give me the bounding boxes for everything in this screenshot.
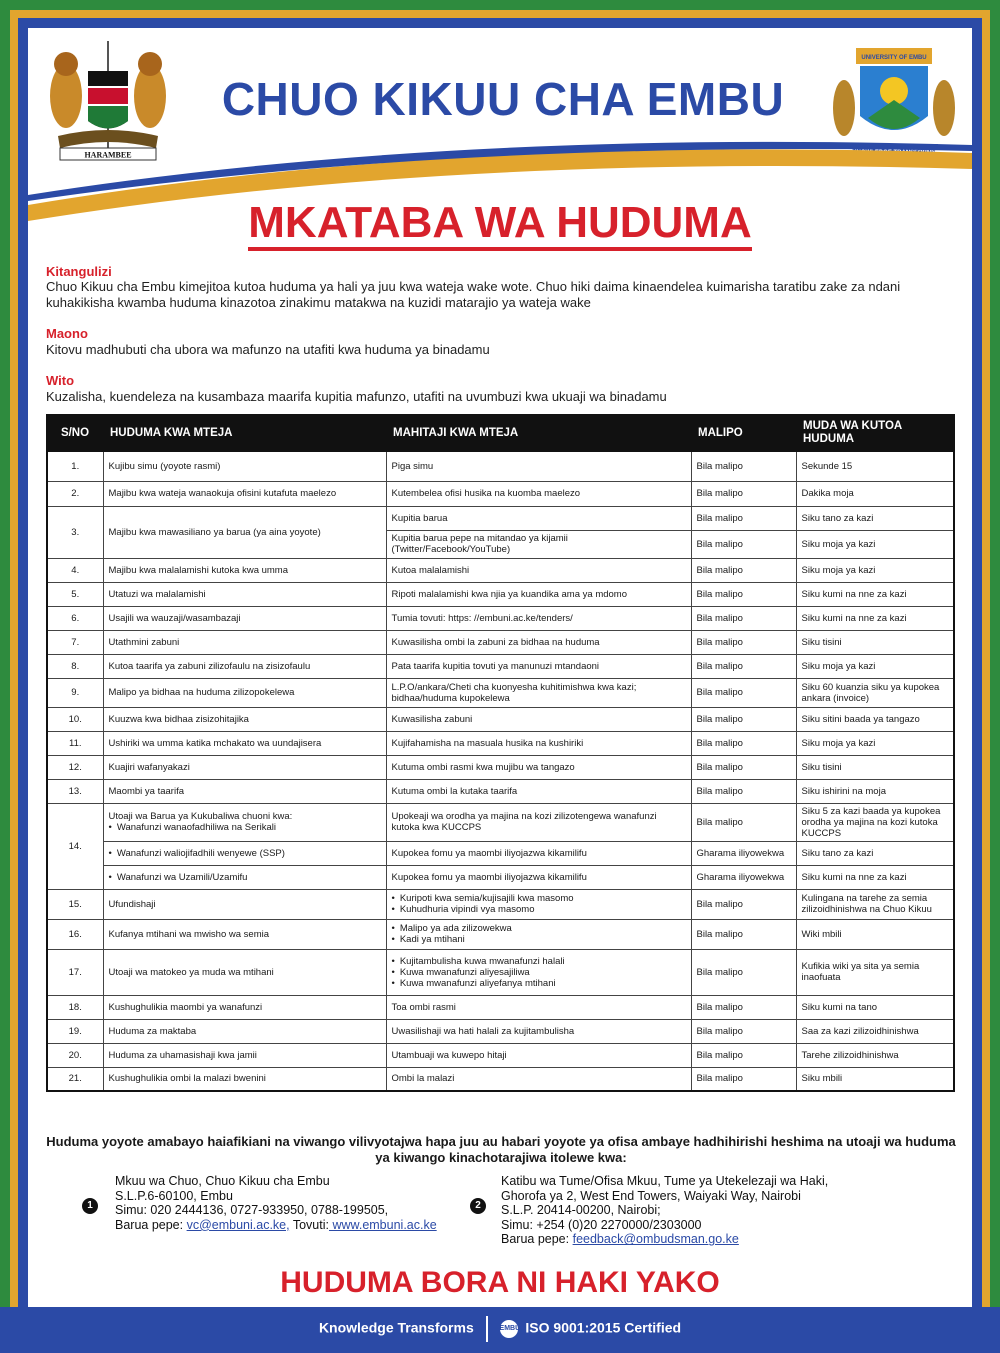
- cell-timeline: Siku moja ya kazi: [796, 654, 954, 678]
- cell-sno: 4.: [47, 558, 103, 582]
- cell-requirement: Kutuma ombi rasmi kwa mujibu wa tangazo: [386, 755, 691, 779]
- cell-sno: 7.: [47, 630, 103, 654]
- service-charter-table: [46, 414, 955, 1092]
- cell-sno: 18.: [47, 995, 103, 1019]
- cell-sno: 10.: [47, 707, 103, 731]
- cell-requirement: Ripoti malalamishi kwa njia ya kuandika ama ya mdomo: [386, 582, 691, 606]
- cell-requirement: Utambuaji wa kuwepo hitaji: [386, 1043, 691, 1067]
- contact-line: S.L.P.6-60100, Embu: [115, 1188, 233, 1203]
- intro-heading: Kitangulizi: [46, 264, 112, 279]
- cell-sno: 3.: [47, 506, 103, 558]
- cell-requirement: Toa ombi rasmi: [386, 995, 691, 1019]
- cell-cost: Bila malipo: [691, 558, 796, 582]
- cell-sno: 1.: [47, 451, 103, 481]
- ombudsman-email-link[interactable]: feedback@ombudsman.go.ke: [572, 1232, 739, 1247]
- svg-text:UNIVERSITY OF EMBU: UNIVERSITY OF EMBU: [861, 55, 927, 61]
- cell-service: Kuuzwa kwa bidhaa zisizohitajika: [103, 707, 386, 731]
- contact-line: Ghorofa ya 2, West End Towers, Waiyaki Way, Nairobi: [501, 1188, 801, 1203]
- cell-cost: Bila malipo: [691, 919, 796, 949]
- contact-line: [501, 1232, 941, 1247]
- footer-divider: [486, 1316, 488, 1342]
- cell-timeline: Siku tano za kazi: [796, 506, 954, 530]
- cell-sno: 16.: [47, 919, 103, 949]
- cell-timeline: Siku kumi na nne za kazi: [796, 606, 954, 630]
- cell-timeline: Siku tano za kazi: [796, 841, 954, 865]
- cell-service: Malipo ya bidhaa na huduma zilizopokelewa: [103, 678, 386, 707]
- cell-cost: Bila malipo: [691, 506, 796, 530]
- cell-requirement: [386, 889, 691, 919]
- cell-requirement: Uwasilishaji wa hati halali za kujitambulisha: [386, 1019, 691, 1043]
- table-row: [47, 803, 954, 841]
- table-row: [47, 889, 954, 919]
- footer-iso-certification: ISO 9001:2015 Certified: [525, 1319, 682, 1336]
- cell-requirement: Pata taarifa kupitia tovuti ya manunuzi mtandaoni: [386, 654, 691, 678]
- bullet-item: • Kuwa mwanafunzi aliyefanya mtihani: [392, 978, 686, 989]
- admission-lead: Utoaji wa Barua ya Kukubaliwa chuoni kwa:: [108, 811, 293, 822]
- cell-cost: Bila malipo: [691, 1019, 796, 1043]
- table-row: [47, 1043, 954, 1067]
- cell-sno: 12.: [47, 755, 103, 779]
- mission-heading: Wito: [46, 373, 75, 388]
- cell-cost: Bila malipo: [691, 889, 796, 919]
- cell-timeline: Siku mbili: [796, 1067, 954, 1091]
- contact-number-badge: 1: [82, 1198, 98, 1214]
- cell-cost: Bila malipo: [691, 995, 796, 1019]
- cell-timeline: Kulingana na tarehe za semia zilizoidhinishwa na Chuo Kikuu: [796, 889, 954, 919]
- cell-requirement: Kuwasilisha zabuni: [386, 707, 691, 731]
- cell-service: [103, 841, 386, 865]
- vision-heading: Maono: [46, 326, 88, 341]
- cell-cost: Bila malipo: [691, 481, 796, 506]
- cell-sno: 13.: [47, 779, 103, 803]
- cell-cost: Bila malipo: [691, 1043, 796, 1067]
- bullet-item: • Kuwa mwanafunzi aliyesajiliwa: [392, 967, 686, 978]
- cell-cost: Bila malipo: [691, 606, 796, 630]
- cell-cost: Gharama iliyowekwa: [691, 865, 796, 889]
- cell-cost: Bila malipo: [691, 678, 796, 707]
- contact-line: [115, 1218, 485, 1233]
- cell-sno: 5.: [47, 582, 103, 606]
- contact-line: Simu: 020 2444136, 0727-933950, 0788-199505,: [115, 1203, 389, 1218]
- cell-sno: 21.: [47, 1067, 103, 1091]
- cell-sno: 20.: [47, 1043, 103, 1067]
- cell-cost: Bila malipo: [691, 803, 796, 841]
- vision-text: Kitovu madhubuti cha ubora wa mafunzo na utafiti kwa huduma ya binadamu: [46, 342, 490, 357]
- cell-cost: Bila malipo: [691, 755, 796, 779]
- cell-service: Kushughulikia ombi la malazi bwenini: [103, 1067, 386, 1091]
- contact-line: Simu: +254 (0)20 2270000/2303000: [501, 1217, 702, 1232]
- cell-requirement: Kupokea fomu ya maombi iliyojazwa kikamilifu: [386, 865, 691, 889]
- cell-service: [103, 803, 386, 841]
- table-row: [47, 755, 954, 779]
- bullet-item: • Kuhudhuria vipindi vya masomo: [392, 904, 686, 915]
- table-row: [47, 481, 954, 506]
- contact-vice-chancellor: [115, 1174, 485, 1232]
- cell-service: [103, 865, 386, 889]
- cell-timeline: Dakika moja: [796, 481, 954, 506]
- cell-requirement: Kutuma ombi la kutaka taarifa: [386, 779, 691, 803]
- table-row: [47, 654, 954, 678]
- cell-requirement: [386, 919, 691, 949]
- cell-sno: 17.: [47, 949, 103, 995]
- cell-timeline: Siku kumi na nne za kazi: [796, 865, 954, 889]
- table-row: [47, 841, 954, 865]
- table-row: [47, 731, 954, 755]
- cell-service: Huduma za uhamasishaji kwa jamii: [103, 1043, 386, 1067]
- cell-service: Usajili wa wauzaji/wasambazaji: [103, 606, 386, 630]
- table-row: [47, 630, 954, 654]
- cell-cost: Bila malipo: [691, 731, 796, 755]
- cell-cost: Gharama iliyowekwa: [691, 841, 796, 865]
- cell-requirement: Tumia tovuti: https: //embuni.ac.ke/tenders/: [386, 606, 691, 630]
- bullet-item: • Malipo ya ada zilizowekwa: [392, 923, 686, 934]
- cell-service: Ushiriki wa umma katika mchakato wa uundajisera: [103, 731, 386, 755]
- cell-service: Kujibu simu (yoyote rasmi): [103, 451, 386, 481]
- cell-timeline: Siku sitini baada ya tangazo: [796, 707, 954, 731]
- cell-sno: 15.: [47, 889, 103, 919]
- cell-service: Maombi ya taarifa: [103, 779, 386, 803]
- contact-number-badge: 2: [470, 1198, 486, 1214]
- col-header-cost: MALIPO: [691, 415, 796, 451]
- cell-timeline: Siku moja ya kazi: [796, 731, 954, 755]
- cell-cost: Bila malipo: [691, 530, 796, 558]
- table-row: [47, 678, 954, 707]
- cell-cost: Bila malipo: [691, 654, 796, 678]
- cell-sno: 6.: [47, 606, 103, 630]
- cell-sno: 19.: [47, 1019, 103, 1043]
- cell-cost: Bila malipo: [691, 779, 796, 803]
- table-row: [47, 582, 954, 606]
- cell-requirement: Kupokea fomu ya maombi iliyojazwa kikamilifu: [386, 841, 691, 865]
- slogan: HUDUMA BORA NI HAKI YAKO: [280, 1266, 720, 1299]
- cell-timeline: Saa za kazi zilizoidhinishwa: [796, 1019, 954, 1043]
- cell-requirement: Ombi la malazi: [386, 1067, 691, 1091]
- cell-requirement: Kutembelea ofisi husika na kuomba maelezo: [386, 481, 691, 506]
- table-row: [47, 949, 954, 995]
- contact-line: Katibu wa Tume/Ofisa Mkuu, Tume ya Utekelezaji wa Haki,: [501, 1174, 829, 1188]
- complaint-contacts-intro: Huduma yoyote amabayo haiafikiani na viwango vilivyotajwa hapa juu au habari yoyote ya ofisa ambaye hadhihirishi heshima na utoaji wa huduma ya kiwango kinachotarajiwa itolewe kwa:: [46, 1134, 956, 1165]
- cell-sno: 11.: [47, 731, 103, 755]
- cell-sno: 14.: [47, 803, 103, 889]
- cell-requirement: Upokeaji wa orodha ya majina na kozi zilizotengewa wanafunzi kutoka kwa KUCCPS: [386, 803, 691, 841]
- cell-requirement: Kujifahamisha na masuala husika na kushiriki: [386, 731, 691, 755]
- col-header-timeline: MUDA WA KUTOA HUDUMA: [796, 415, 954, 451]
- table-row: [47, 779, 954, 803]
- table-header-row: [47, 415, 954, 451]
- bullet-item: • Kujitambulisha kuwa mwanafunzi halali: [392, 956, 686, 967]
- cell-timeline: Siku kumi na tano: [796, 995, 954, 1019]
- footer-motto: Knowledge Transforms: [318, 1319, 474, 1336]
- contact-ombudsman: [501, 1174, 941, 1247]
- cell-service: Kutoa taarifa ya zabuni zilizofaulu na zisizofaulu: [103, 654, 386, 678]
- vc-email-link[interactable]: vc@embuni.ac.ke,: [186, 1217, 290, 1232]
- table-row: [47, 558, 954, 582]
- cell-requirement: Kuwasilisha ombi la zabuni za bidhaa na huduma: [386, 630, 691, 654]
- cell-requirement: Kupitia barua pepe na mitandao ya kijamii (Twitter/Facebook/YouTube): [386, 530, 691, 558]
- email-label: Barua pepe:: [501, 1232, 573, 1247]
- cell-service: Utatuzi wa malalamishi: [103, 582, 386, 606]
- cell-service: Majibu kwa mawasiliano ya barua (ya aina yoyote): [103, 506, 386, 558]
- cell-timeline: Sekunde 15: [796, 451, 954, 481]
- cell-requirement: [386, 949, 691, 995]
- cell-timeline: Siku moja ya kazi: [796, 530, 954, 558]
- table-row: [47, 1067, 954, 1091]
- bullet-item: • Wanafunzi wanaofadhiliwa na Serikali: [109, 822, 381, 833]
- cell-cost: Bila malipo: [691, 707, 796, 731]
- table-row: [47, 506, 954, 530]
- table-row: [47, 1019, 954, 1043]
- cell-requirement: L.P.O/ankara/Cheti cha kuonyesha kuhitimishwa kwa kazi; bidhaa/huduma kupokelewa: [386, 678, 691, 707]
- cell-timeline: Siku tisini: [796, 755, 954, 779]
- col-header-sno: S/NO: [47, 415, 103, 451]
- footer-content: [0, 1316, 1000, 1342]
- cell-service: Ufundishaji: [103, 889, 386, 919]
- bullet-item: • Wanafunzi waliojifadhili wenyewe (SSP): [109, 848, 381, 859]
- university-seal-icon: EMBU: [500, 1320, 518, 1338]
- page-title: MKATABA WA HUDUMA: [150, 198, 850, 248]
- cell-timeline: Siku tisini: [796, 630, 954, 654]
- table-row: [47, 865, 954, 889]
- cell-cost: Bila malipo: [691, 630, 796, 654]
- cell-timeline: Kufikia wiki ya sita ya semia inaofuata: [796, 949, 954, 995]
- intro-text: Chuo Kikuu cha Embu kimejitoa kutoa huduma ya hali ya juu kwa wateja wake wote. Chuo hiki daima kinaendelea kuimarisha taratibu zake za ndani kuhakikisha kwamba huduma kinazotoa zinakimu matakwa na kuzidi matarajio ya wateja wake: [46, 279, 901, 310]
- cell-cost: Bila malipo: [691, 949, 796, 995]
- table-row: [47, 995, 954, 1019]
- table-row: [47, 707, 954, 731]
- bullet-item: • Kuripoti kwa semia/kujisajili kwa masomo: [392, 893, 686, 904]
- cell-requirement: Piga simu: [386, 451, 691, 481]
- cell-requirement: Kutoa malalamishi: [386, 558, 691, 582]
- contact-line: S.L.P. 20414-00200, Nairobi;: [501, 1203, 661, 1218]
- cell-service: Kushughulikia maombi ya wanafunzi: [103, 995, 386, 1019]
- website-label: Tovuti:: [289, 1217, 329, 1232]
- cell-service: Kufanya mtihani wa mwisho wa semia: [103, 919, 386, 949]
- cell-cost: Bila malipo: [691, 1067, 796, 1091]
- cell-sno: 9.: [47, 678, 103, 707]
- cell-service: Majibu kwa malalamishi kutoka kwa umma: [103, 558, 386, 582]
- cell-timeline: Siku moja ya kazi: [796, 558, 954, 582]
- col-header-service: HUDUMA KWA MTEJA: [103, 415, 386, 451]
- bullet-item: • Kadi ya mtihani: [392, 934, 686, 945]
- table-row: [47, 919, 954, 949]
- cell-cost: Bila malipo: [691, 451, 796, 481]
- col-header-requirement: MAHITAJI KWA MTEJA: [386, 415, 691, 451]
- cell-requirement: Kupitia barua: [386, 506, 691, 530]
- cell-service: Huduma za maktaba: [103, 1019, 386, 1043]
- cell-timeline: Siku ishirini na moja: [796, 779, 954, 803]
- email-label: Barua pepe:: [115, 1217, 187, 1232]
- cell-timeline: Siku 5 za kazi baada ya kupokea orodha ya majina na kozi kutoka KUCCPS: [796, 803, 954, 841]
- cell-service: Majibu kwa wateja wanaokuja ofisini kutafuta maelezo: [103, 481, 386, 506]
- svg-text:HARAMBEE: HARAMBEE: [84, 150, 132, 160]
- cell-timeline: Siku 60 kuanzia siku ya kupokea ankara (invoice): [796, 678, 954, 707]
- cell-service: Kuajiri wafanyakazi: [103, 755, 386, 779]
- table-row: [47, 451, 954, 481]
- mission-text: Kuzalisha, kuendeleza na kusambaza maarifa kupitia mafunzo, utafiti na uvumbuzi kwa ukuaji wa binadamu: [46, 389, 667, 404]
- footer-bar: [0, 1307, 1000, 1353]
- cell-timeline: Siku kumi na nne za kazi: [796, 582, 954, 606]
- cell-service: Utathmini zabuni: [103, 630, 386, 654]
- cell-sno: 2.: [47, 481, 103, 506]
- cell-sno: 8.: [47, 654, 103, 678]
- institution-name: CHUO KIKUU CHA EMBU: [221, 73, 785, 125]
- table-row: [47, 606, 954, 630]
- cell-timeline: Wiki mbili: [796, 919, 954, 949]
- cell-timeline: Tarehe zilizoidhinishwa: [796, 1043, 954, 1067]
- cell-cost: Bila malipo: [691, 582, 796, 606]
- bullet-item: • Wanafunzi wa Uzamili/Uzamifu: [109, 872, 381, 883]
- cell-service: Utoaji wa matokeo ya muda wa mtihani: [103, 949, 386, 995]
- website-link[interactable]: www.embuni.ac.ke: [328, 1217, 437, 1232]
- contact-line: Mkuu wa Chuo, Chuo Kikuu cha Embu: [115, 1174, 330, 1188]
